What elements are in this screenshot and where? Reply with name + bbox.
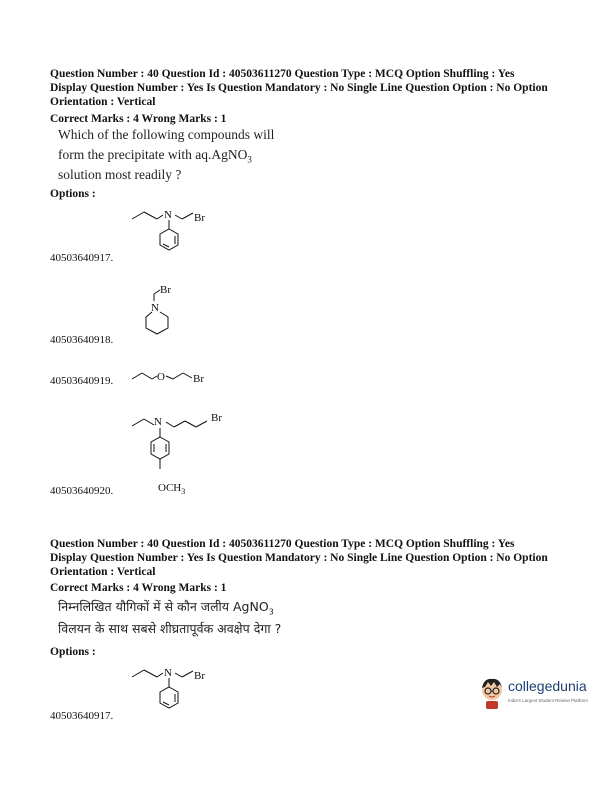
svg-text:OCH3: $OCH_3$ [158, 482, 186, 495]
svg-text:N: N [151, 302, 159, 314]
svg-text:Br: Br [194, 670, 205, 682]
question-2-header-line-3: Orientation : Vertical [50, 566, 156, 578]
question-header-line-1: Question Number : 40 Question Id : 40503611270 Question Type : MCQ Option Shuffling : Yes [50, 68, 515, 80]
option-4-id: 40503640920. [50, 485, 114, 497]
svg-text:N: N [164, 209, 172, 221]
option-2-structure [135, 280, 195, 347]
svg-text:O: O [157, 371, 165, 383]
question-2-header-line-1: Question Number : 40 Question Id : 40503611270 Question Type : MCQ Option Shuffling : Yes [50, 538, 515, 550]
option-4-structure [130, 405, 240, 500]
question-2-options-label: Options : [50, 646, 96, 658]
question-2-option-1-structure [130, 658, 230, 725]
option-1-structure [130, 200, 230, 267]
option-3-id: 40503640919. [50, 375, 114, 387]
question-header-line-2: Display Question Number : Yes Is Question Mandatory : No Single Line Question Option : No Option [50, 82, 548, 94]
question-text-line-2: form the precipitate with aq.AgNO$_3$ [58, 147, 252, 165]
logo-brand-text: collegedunia [508, 678, 587, 694]
question-text-line-3: solution most readily ? [58, 167, 182, 182]
question-2-text-line-2: विलयन के साथ सबसे शीघ्रतापूर्वक अवक्षेप देगा ? [58, 621, 282, 636]
marks-line: Correct Marks : 4 Wrong Marks : 1 [50, 113, 227, 125]
collegedunia-logo [478, 676, 598, 716]
question-2-option-1-id: 40503640917. [50, 710, 114, 722]
question-header-line-3: Orientation : Vertical [50, 96, 156, 108]
logo-tagline: India's Largest Student Review Platform [508, 698, 588, 703]
svg-text:Br: Br [194, 212, 205, 224]
question-2-marks-line: Correct Marks : 4 Wrong Marks : 1 [50, 582, 227, 594]
options-label: Options : [50, 188, 96, 200]
option-1-id: 40503640917. [50, 252, 114, 264]
svg-text:N: N [154, 416, 162, 428]
question-2-text-line-1: निम्नलिखित यौगिकों में से कौन जलीय AgNO$_3$ [58, 599, 274, 617]
svg-text:N: N [164, 667, 172, 679]
option-2-id: 40503640918. [50, 334, 114, 346]
svg-text:Br: Br [160, 284, 171, 296]
mascot-icon [478, 676, 506, 710]
question-text-line-1: Which of the following compounds will [58, 127, 275, 142]
svg-text:Br: Br [193, 373, 204, 385]
question-2-header-line-2: Display Question Number : Yes Is Question Mandatory : No Single Line Question Option : No Option [50, 552, 548, 564]
svg-text:Br: Br [211, 412, 222, 424]
option-3-structure [130, 365, 220, 394]
